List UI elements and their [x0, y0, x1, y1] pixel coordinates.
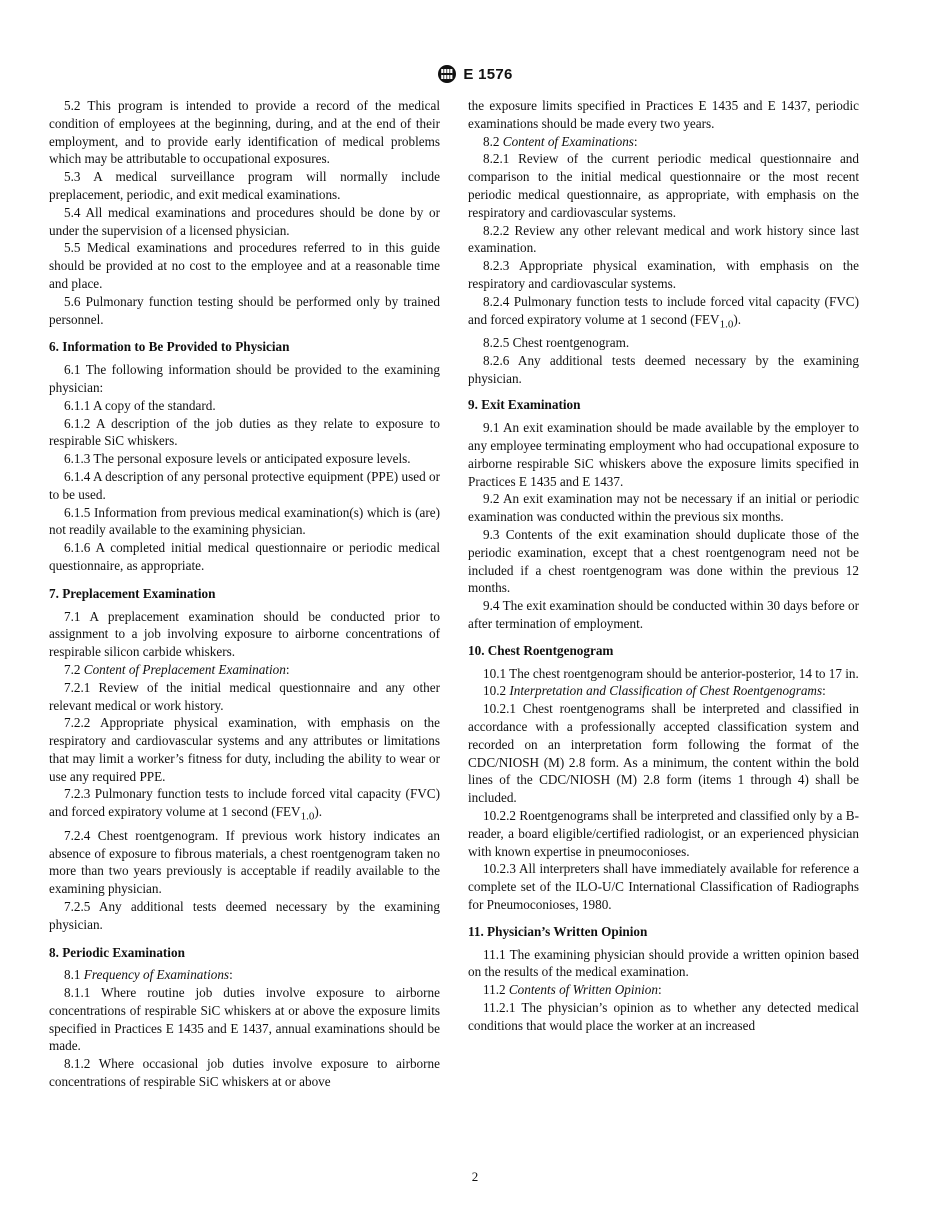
paragraph: 5.4 All medical examinations and procedures should be done by or under the supervision of a licensed physician. [49, 204, 440, 238]
right-column [468, 97, 859, 1034]
subsection-title [468, 682, 859, 700]
section-heading: 8. Periodic Examination [49, 944, 185, 960]
section-heading: 6. Information to Be Provided to Physician [49, 339, 290, 355]
subsection-colon: : [657, 982, 662, 998]
paragraph: 9.4 The exit examination should be conducted within 30 days before or after termination of employment. [468, 598, 859, 631]
paragraph: 10.2.2 Roentgenograms shall be interpreted and classified only by a B-reader, a board eligible/certified radiologist, or an experienced physician with known expertise in pneumoconioses. [468, 807, 859, 859]
paragraph: 6.1.1 A copy of the standard. [64, 397, 216, 413]
paragraph: 8.2.6 Any additional tests deemed necessary by the examining physician. [468, 352, 859, 386]
page-header [0, 63, 950, 85]
section-heading: 10. Chest Roentgenogram [468, 642, 614, 658]
left-column [49, 97, 440, 1091]
paragraph: 6.1.3 The personal exposure levels or anticipated exposure levels. [64, 451, 411, 467]
paragraph: 6.1 The following information should be provided to the examining physician: [49, 362, 440, 395]
subscript: 1.0 [719, 318, 734, 331]
subscript: 1.0 [300, 810, 315, 823]
paragraph: 9.1 An exit examination should be made available by the employer to any employee terminating employment who had occupational exposure to airborne respirable SiC whiskers above the exposure limits specified in Practices E 1435 and E 1437. [468, 420, 859, 489]
paragraph-continuation: the exposure limits specified in Practices E 1435 and E 1437, periodic examinations should be made every two years. [468, 98, 859, 131]
paragraph: 10.2.1 Chest roentgenograms shall be interpreted and classified in accordance with a professionally accepted classification system and recorded on an interpretation form following the format of the CDC/NIOSH (M) 2.8 form. As a minimum, the content within the bold lines of the CDC/NIOSH (M) 2.8 form (items 1 through 4) shall be included. [468, 701, 859, 806]
subsection-italic-title: Content of Preplacement Examination [83, 661, 286, 677]
subsection-number: 7.2 [64, 661, 81, 677]
paragraph: 10.2.3 All interpreters shall have immediately available for reference a complete set of the ILO-U/C International Classification of Radiographs for Pneumoconioses, 1980. [468, 861, 859, 912]
paragraph: 7.1 A preplacement examination should be conducted prior to assignment to a job involving exposure to airborne concentrations of respirable silicon carbide whiskers. [49, 608, 440, 660]
paragraph: 9.3 Contents of the exit examination should duplicate those of the periodic examination, except that a chest roentgenogram need not be included if a chest roentgenogram was done within the previous 12 months. [468, 526, 859, 596]
paragraph: 11.1 The examining physician should provide a written opinion based on the results of the medical examination. [468, 946, 859, 980]
paragraph: 7.2.4 Chest roentgenogram. If previous work history indicates an absence of exposure to fibrous materials, a chest roentgenogram taken no more than two years previously is acceptable if readily available to the examining physician. [49, 827, 440, 897]
paragraph: 5.5 Medical examinations and procedures referred to in this guide should be provided at no cost to the employee and at a reasonable time and place. [49, 240, 440, 291]
subsection-title [468, 981, 859, 999]
paragraph: 6.1.6 A completed initial medical questionnaire or periodic medical questionnaire, as appropriate. [49, 540, 440, 573]
paragraph: 8.2.2 Review any other relevant medical and work history since last examination. [468, 222, 859, 256]
section-heading: 11. Physician’s Written Opinion [468, 923, 648, 939]
paragraph: 8.2.3 Appropriate physical examination, with emphasis on the respiratory and cardiovascular systems. [468, 258, 859, 291]
paragraph [49, 785, 440, 826]
document-id: E 1576 [463, 65, 513, 83]
subsection-number: 8.2 [483, 133, 500, 149]
paragraph-text: ). [314, 804, 323, 820]
subsection-italic-title: Contents of Written Opinion [508, 982, 658, 998]
subsection-colon: : [285, 661, 290, 677]
paragraph: 5.6 Pulmonary function testing should be performed only by trained personnel. [49, 293, 440, 327]
subsection-title [49, 966, 440, 984]
subsection-colon: : [822, 683, 826, 699]
paragraph: 9.2 An exit examination may not be necessary if an initial or periodic examination was conducted within the previous six months. [468, 491, 859, 525]
section-heading: 7. Preplacement Examination [49, 585, 216, 601]
paragraph: 5.3 A medical surveillance program will normally include preplacement, periodic, and exit medical examinations. [49, 169, 440, 202]
subsection-title [468, 133, 859, 151]
subsection-number: 8.1 [64, 967, 81, 983]
subsection-number: 11.2 [483, 982, 506, 998]
paragraph: 7.2.5 Any additional tests deemed necessary by the examining physician. [49, 898, 440, 932]
paragraph: 10.1 The chest roentgenogram should be anterior-posterior, 14 to 17 in. [483, 665, 859, 681]
paragraph: 8.1.2 Where occasional job duties involve exposure to airborne concentrations of respirable SiC whiskers at or above [49, 1056, 440, 1090]
astm-logo-icon [437, 64, 457, 84]
subsection-colon: : [229, 967, 233, 983]
paragraph: 11.2.1 The physician’s opinion as to whether any detected medical conditions that would place the worker at an increased [468, 999, 859, 1033]
subsection-title [49, 661, 440, 679]
paragraph: 6.1.2 A description of the job duties as they relate to exposure to respirable SiC whiskers. [49, 415, 440, 449]
paragraph: 5.2 This program is intended to provide a record of the medical condition of employees at the beginning, during, and at the end of their employment, and to provide early identification of medical problems which may be attributable to occupational exposures. [49, 98, 440, 167]
paragraph: 8.1.1 Where routine job duties involve exposure to airborne concentrations of respirable SiC whiskers at or above the exposure limits specified in Practices E 1435 and E 1437, annual examinations should be made. [49, 985, 440, 1054]
paragraph: 8.2.1 Review of the current periodic medical questionnaire and comparison to the initial medical questionnaire or the most recent periodic medical questionnaire, as appropriate, with emphasis on the respiratory and cardiovascular systems. [468, 151, 859, 220]
subsection-italic-title: Content of Examinations [502, 133, 634, 149]
subsection-italic-title: Frequency of Examinations [83, 967, 230, 983]
paragraph: 8.2.5 Chest roentgenogram. [483, 335, 630, 350]
paragraph-text: ). [733, 311, 742, 327]
paragraph-text: 7.2.3 Pulmonary function tests to include forced vital capacity (FVC) and forced expiratory volume at 1 second (FEV [49, 786, 440, 820]
paragraph: 6.1.5 Information from previous medical examination(s) which is (are) not readily available to the examining physician. [49, 504, 440, 538]
subsection-italic-title: Interpretation and Classification of Chest Roentgenograms [509, 683, 823, 699]
page-number: 2 [471, 1169, 479, 1184]
section-heading: 9. Exit Examination [468, 397, 581, 413]
paragraph: 7.2.2 Appropriate physical examination, with emphasis on the respiratory and cardiovascular systems and any attributes or limitations that may limit a worker’s fitness for duty, including the ability to wear or use any required PPE. [49, 715, 440, 784]
paragraph: 6.1.4 A description of any personal protective equipment (PPE) used or to be used. [49, 468, 440, 502]
subsection-colon: : [633, 133, 638, 149]
paragraph [468, 293, 859, 334]
paragraph: 7.2.1 Review of the initial medical questionnaire and any other relevant medical or work history. [49, 679, 440, 713]
paragraph-text: 8.2.4 Pulmonary function tests to include forced vital capacity (FVC) and forced expiratory volume at 1 second (FEV [468, 293, 859, 327]
subsection-number: 10.2 [483, 683, 507, 699]
